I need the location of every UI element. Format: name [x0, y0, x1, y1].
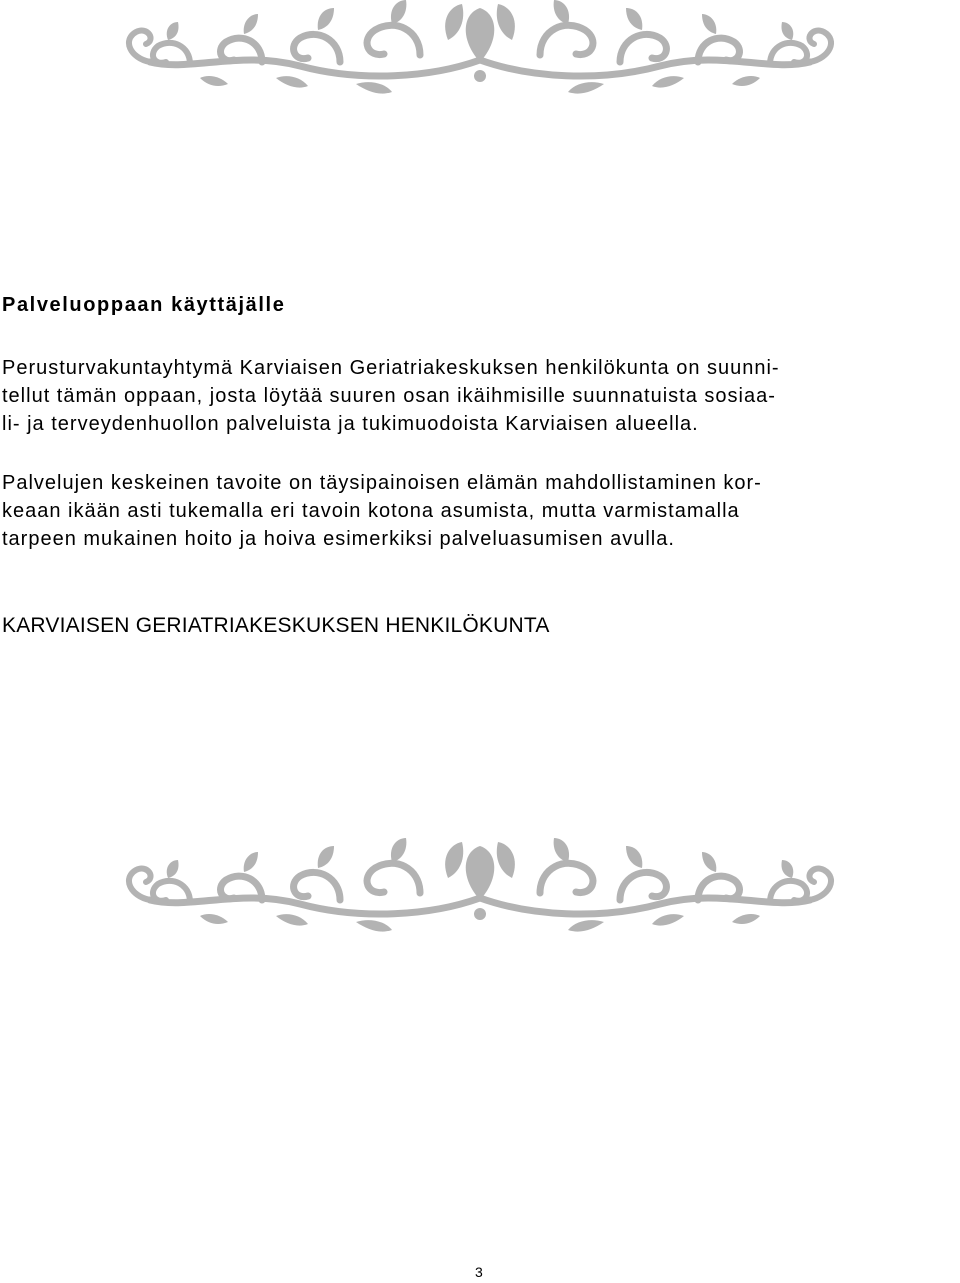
floral-ornament-icon	[0, 838, 960, 938]
floral-ornament-icon	[0, 0, 960, 100]
goal-line-1: Palvelujen keskeinen tavoite on täysipainoisen elämän mahdollistaminen kor-	[2, 472, 762, 494]
intro-line-3: li- ja terveydenhuollon palveluista ja tukimuodoista Karviaisen alueella.	[2, 413, 699, 435]
page-heading: Palveluoppaan käyttäjälle	[2, 294, 286, 316]
page-number: 3	[475, 1264, 483, 1280]
staff-signature: KARVIAISEN GERIATRIAKESKUKSEN HENKILÖKUNTA	[2, 614, 550, 637]
goal-line-3: tarpeen mukainen hoito ja hoiva esimerkiksi palveluasumisen avulla.	[2, 528, 675, 550]
top-ornament	[0, 0, 960, 100]
goal-paragraph	[2, 469, 762, 553]
intro-paragraph	[2, 354, 780, 438]
intro-line-2: tellut tämän oppaan, josta löytää suuren osan ikäihmisille suunnatuista sosiaa-	[2, 385, 776, 407]
bottom-ornament	[0, 838, 960, 938]
intro-line-1: Perusturvakuntayhtymä Karviaisen Geriatriakeskuksen henkilökunta on suunni-	[2, 357, 780, 379]
goal-line-2: keaan ikään asti tukemalla eri tavoin kotona asumista, mutta varmistamalla	[2, 500, 740, 522]
